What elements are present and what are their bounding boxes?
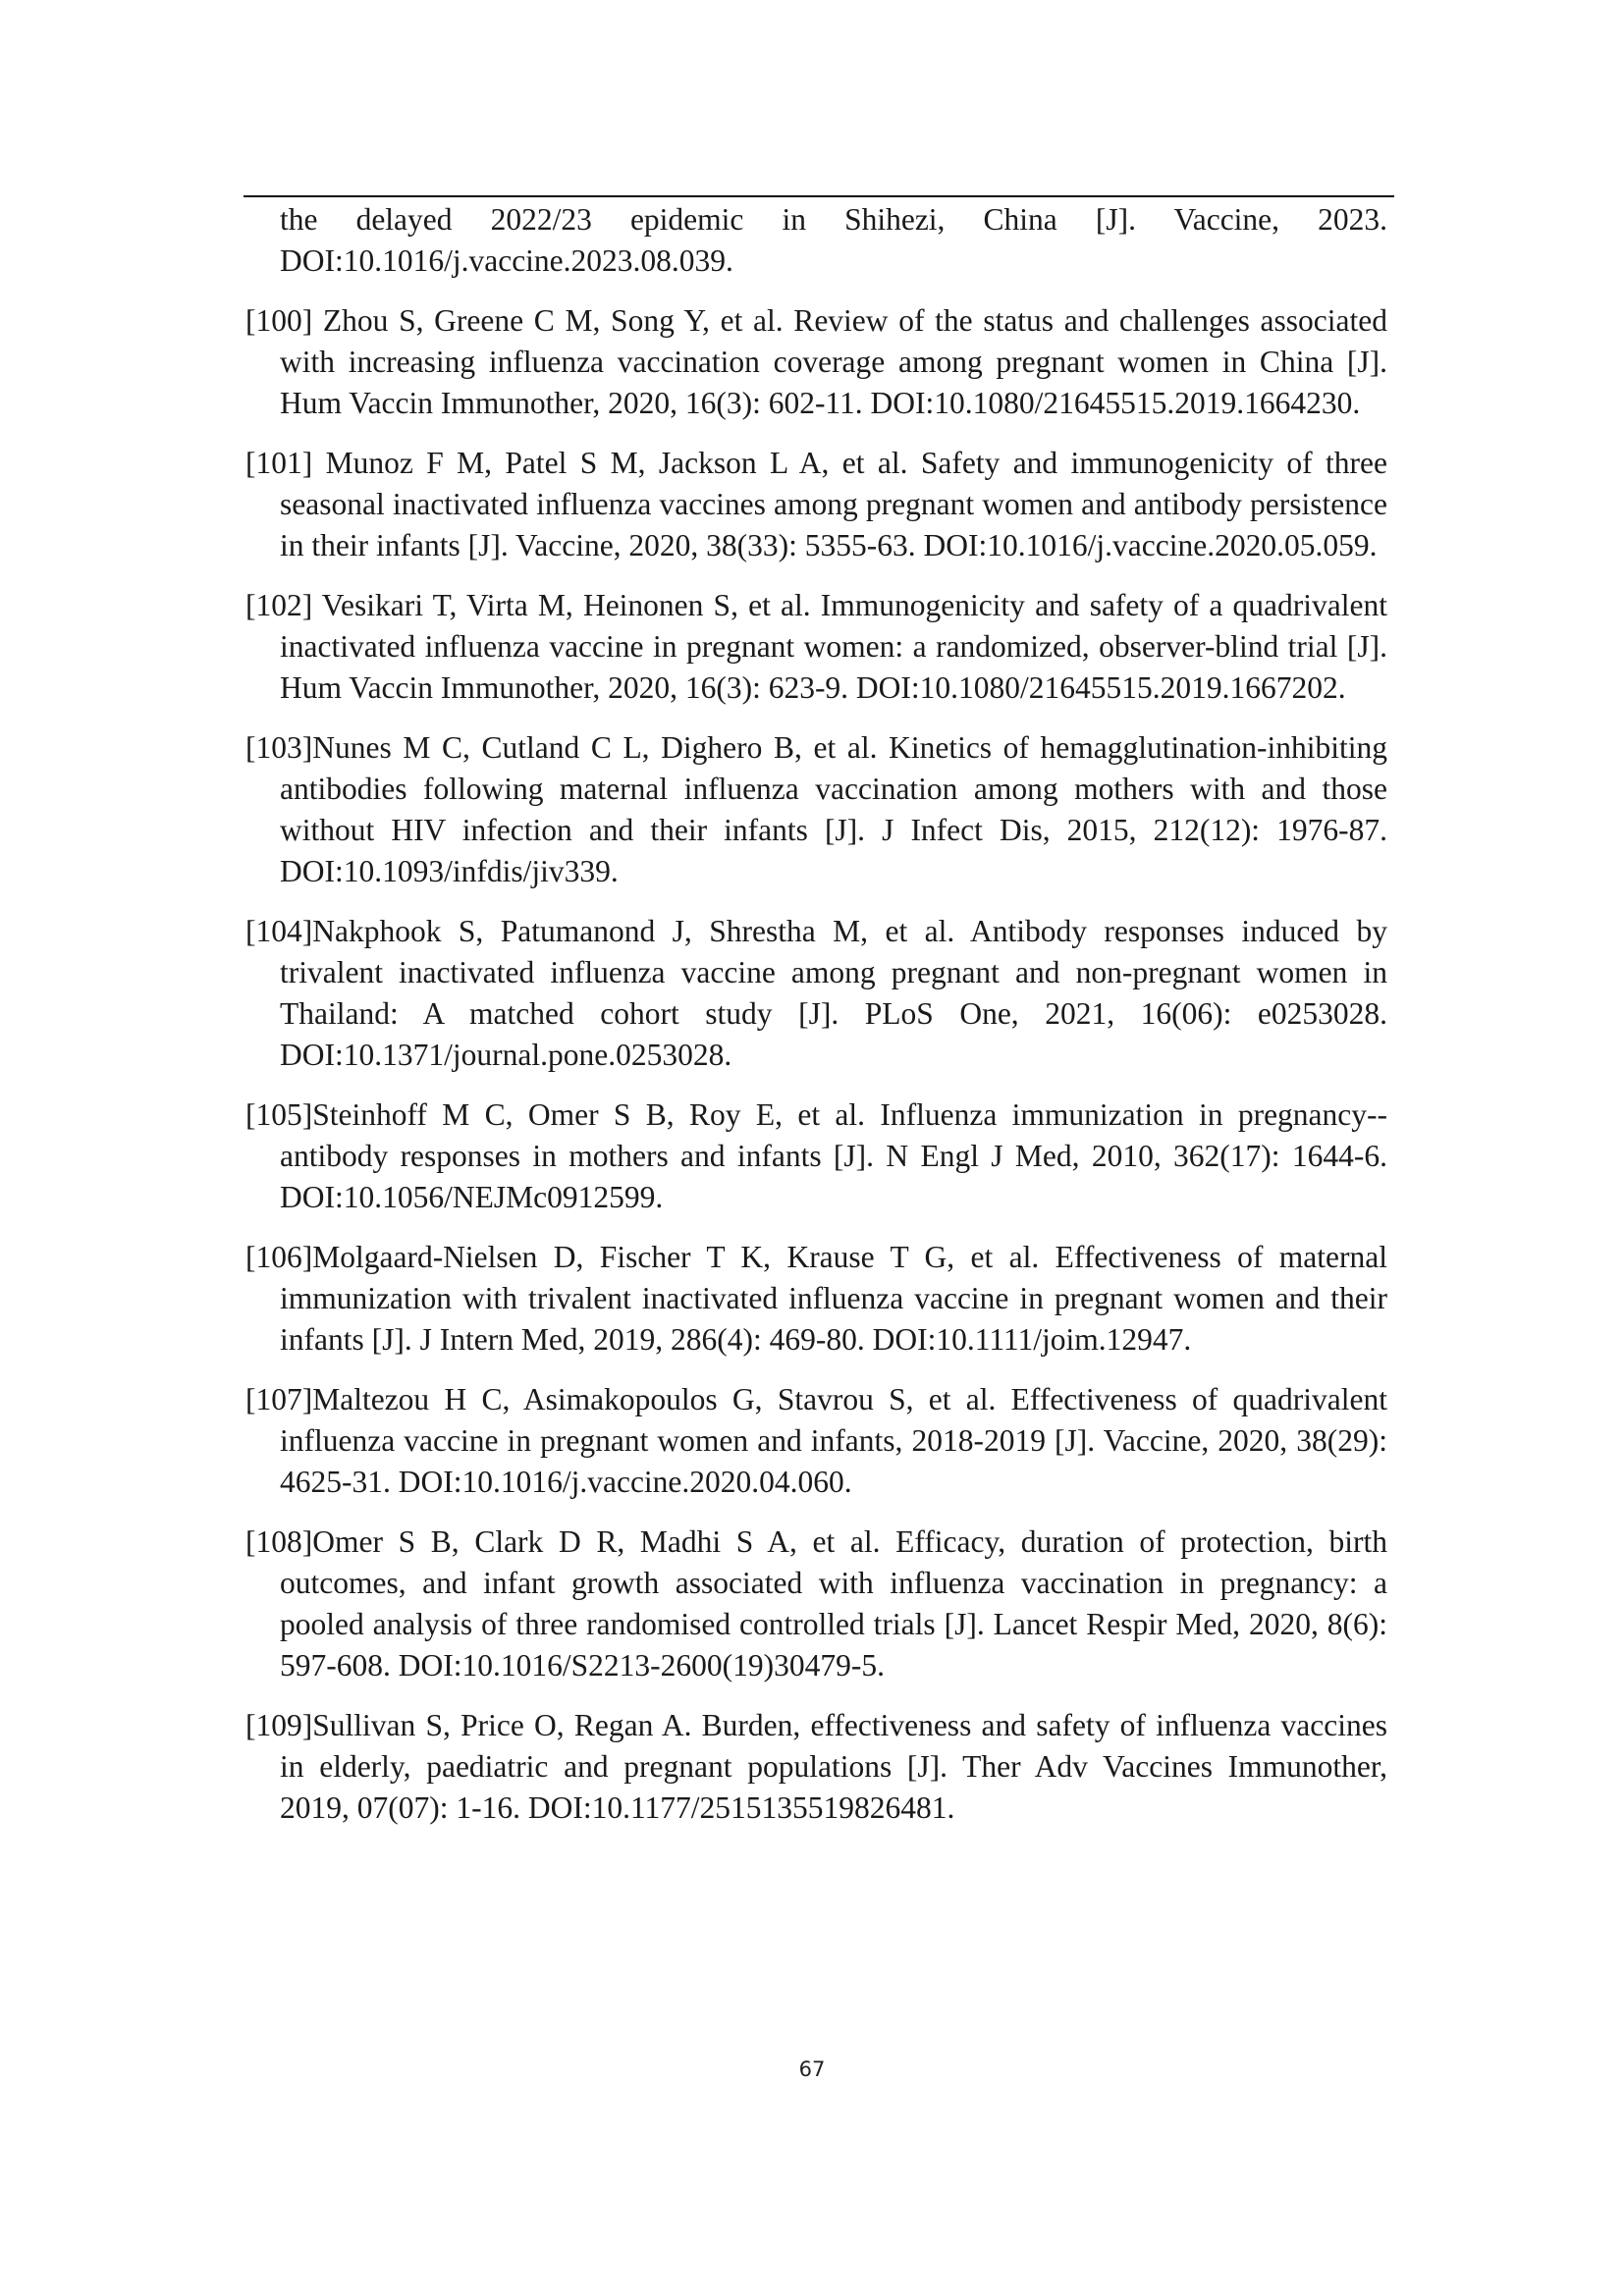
reference-continuation: the delayed 2022/23 epidemic in Shihezi, China [J]. Vaccine, 2023. DOI:10.1016/j.vaccine.2023.08.039. <box>280 202 1387 278</box>
header-rule <box>244 195 1394 197</box>
reference-108: [108]Omer S B, Clark D R, Madhi S A, et al. Efficacy, duration of protection, birth outcomes, and infant growth associated with influenza vaccination in pregnancy: a pooled analysis of three randomised controlled trials [J]. Lancet Respir Med, 2020, 8(6): 597-608. DOI:10.1016/S2213-2600(19)30479-5. <box>245 1524 1387 1682</box>
reference-102: [102] Vesikari T, Virta M, Heinonen S, et al. Immunogenicity and safety of a quadrivalent inactivated influenza vaccine in pregnant women: a randomized, observer-blind trial [J]. Hum Vaccin Immunother, 2020, 16(3): 623-9. DOI:10.1080/21645515.2019.1667202. <box>245 588 1387 705</box>
reference-100: [100] Zhou S, Greene C M, Song Y, et al. Review of the status and challenges associated with increasing influenza vaccination coverage among pregnant women in China [J]. Hum Vaccin Immunother, 2020, 16(3): 602-11. DOI:10.1080/21645515.2019.1664230. <box>245 303 1387 420</box>
reference-106: [106]Molgaard-Nielsen D, Fischer T K, Krause T G, et al. Effectiveness of maternal immunization with trivalent inactivated influenza vaccine in pregnant women and their infants [J]. J Intern Med, 2019, 286(4): 469-80. DOI:10.1111/joim.12947. <box>245 1240 1387 1357</box>
reference-109: [109]Sullivan S, Price O, Regan A. Burden, effectiveness and safety of influenza vaccines in elderly, paediatric and pregnant populations [J]. Ther Adv Vaccines Immunother, 2019, 07(07): 1-16. DOI:10.1177/2515135519826481. <box>245 1708 1387 1825</box>
reference-101: [101] Munoz F M, Patel S M, Jackson L A, et al. Safety and immunogenicity of three seasonal inactivated influenza vaccines among pregnant women and antibody persistence in their infants [J]. Vaccine, 2020, 38(33): 5355-63. DOI:10.1016/j.vaccine.2020.05.059. <box>245 446 1387 562</box>
page-number: 67 <box>798 2057 826 2081</box>
reference-103: [103]Nunes M C, Cutland C L, Dighero B, et al. Kinetics of hemagglutination-inhibiting antibodies following maternal influenza vaccination among mothers with and those without HIV infection and their infants [J]. J Infect Dis, 2015, 212(12): 1976-87. DOI:10.1093/infdis/jiv339. <box>245 730 1387 888</box>
reference-104: [104]Nakphook S, Patumanond J, Shrestha M, et al. Antibody responses induced by trivalent inactivated influenza vaccine among pregnant and non-pregnant women in Thailand: A matched cohort study [J]. PLoS One, 2021, 16(06): e0253028. DOI:10.1371/journal.pone.0253028. <box>245 914 1387 1072</box>
reference-list <box>245 199 1387 1847</box>
reference-105: [105]Steinhoff M C, Omer S B, Roy E, et al. Influenza immunization in pregnancy--antibody responses in mothers and infants [J]. N Engl J Med, 2010, 362(17): 1644-6. DOI:10.1056/NEJMc0912599. <box>245 1097 1387 1214</box>
reference-107: [107]Maltezou H C, Asimakopoulos G, Stavrou S, et al. Effectiveness of quadrivalent influenza vaccine in pregnant women and infants, 2018-2019 [J]. Vaccine, 2020, 38(29): 4625-31. DOI:10.1016/j.vaccine.2020.04.060. <box>245 1382 1387 1499</box>
